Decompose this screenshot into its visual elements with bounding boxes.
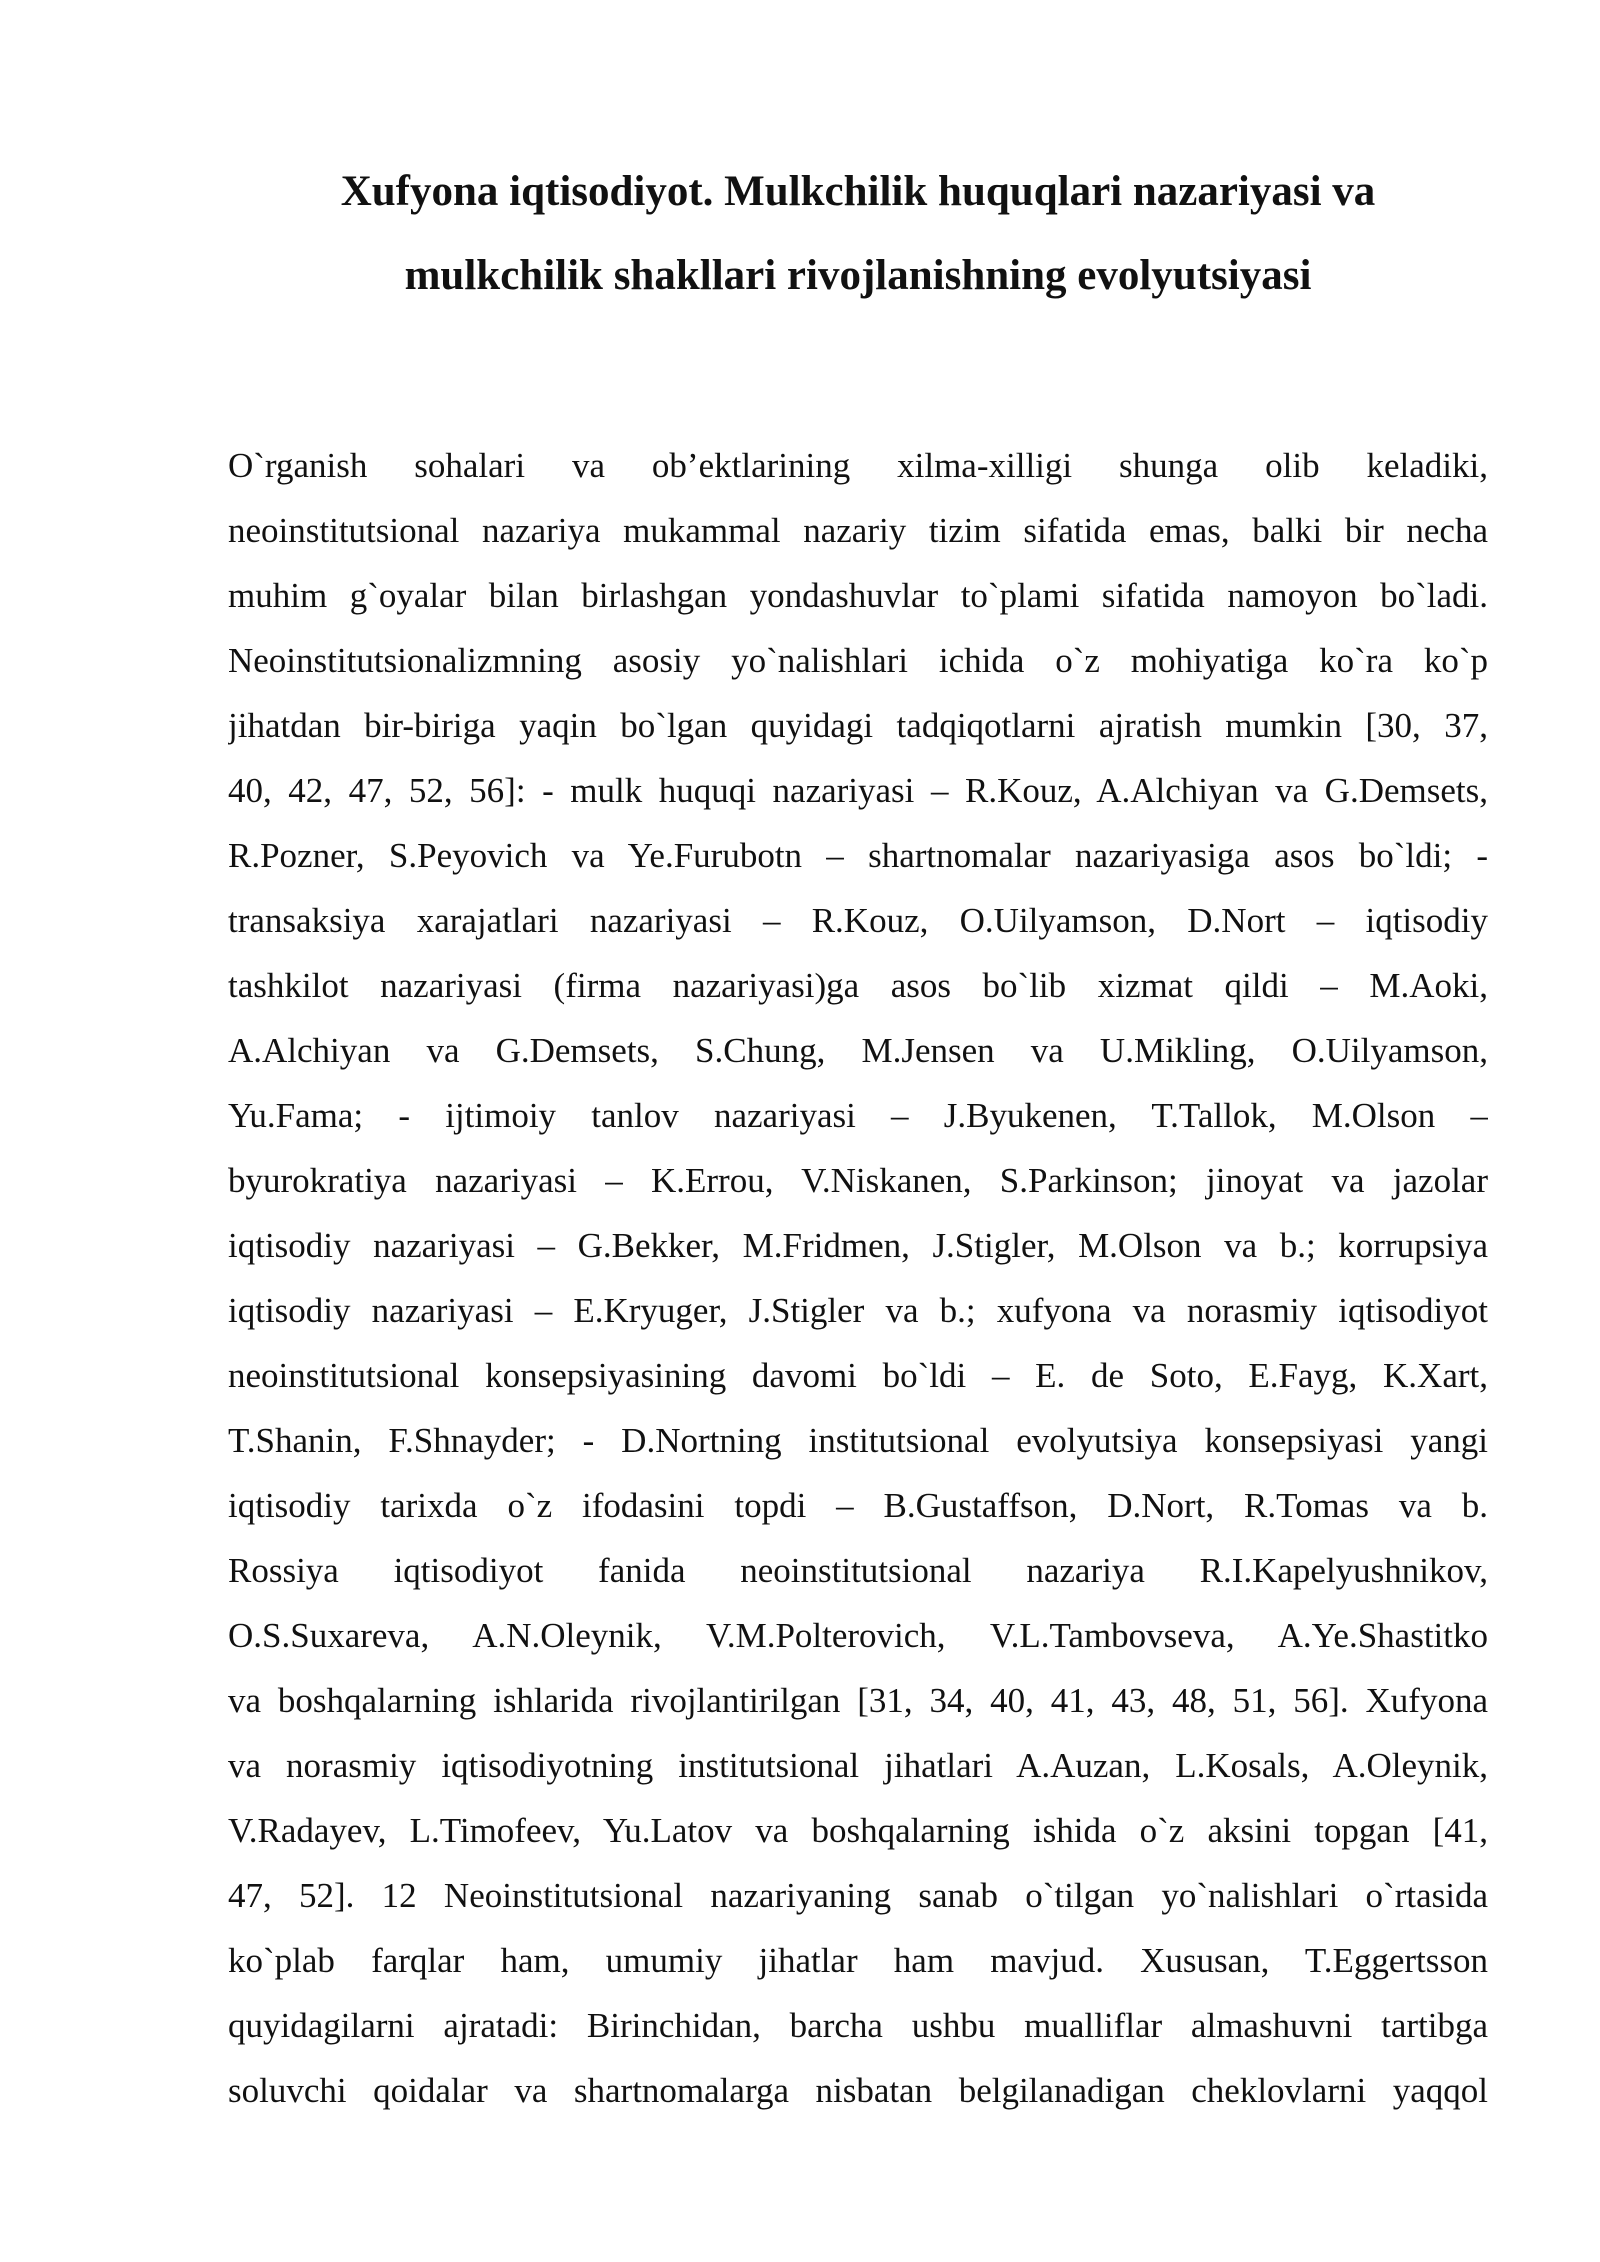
body-line: Neoinstitutsionalizmning asosiy yo`nalishlari ichida o`z mohiyatiga ko`ra ko`p — [228, 641, 1488, 680]
body-line: 40, 42, 47, 52, 56]: - mulk huquqi nazariyasi – R.Kouz, A.Alchiyan va G.Demsets, — [228, 771, 1488, 810]
body-line: Rossiya iqtisodiyot fanida neoinstitutsional nazariya R.I.Kapelyushnikov, — [228, 1551, 1488, 1590]
body-line: soluvchi qoidalar va shartnomalarga nisbatan belgilanadigan cheklovlarni yaqqol — [228, 2071, 1488, 2110]
body-line: T.Shanin, F.Shnayder; - D.Nortning institutsional evolyutsiya konsepsiyasi yangi — [228, 1421, 1488, 1460]
body-line: neoinstitutsional nazariya mukammal nazariy tizim sifatida emas, balki bir necha — [228, 511, 1488, 550]
body-line: va norasmiy iqtisodiyotning institutsional jihatlari A.Auzan, L.Kosals, A.Oleynik, — [228, 1746, 1488, 1785]
body-line: Yu.Fama; - ijtimoiy tanlov nazariyasi – J.Byukenen, T.Tallok, M.Olson – — [228, 1096, 1488, 1135]
document-title — [228, 150, 1488, 318]
body-line: tashkilot nazariyasi (firma nazariyasi)ga asos bo`lib xizmat qildi – M.Aoki, — [228, 966, 1488, 1005]
body-line: iqtisodiy nazariyasi – E.Kryuger, J.Stigler va b.; xufyona va norasmiy iqtisodiyot — [228, 1291, 1488, 1330]
body-line: transaksiya xarajatlari nazariyasi – R.Kouz, O.Uilyamson, D.Nort – iqtisodiy — [228, 901, 1488, 940]
body-line: V.Radayev, L.Timofeev, Yu.Latov va boshqalarning ishida o`z aksini topgan [41, — [228, 1811, 1488, 1850]
body-line: ko`plab farqlar ham, umumiy jihatlar ham mavjud. Xususan, T.Eggertsson — [228, 1941, 1488, 1980]
body-line: quyidagilarni ajratadi: Birinchidan, barcha ushbu mualliflar almashuvni tartibga — [228, 2006, 1488, 2045]
body-line: va boshqalarning ishlarida rivojlantirilgan [31, 34, 40, 41, 43, 48, 51, 56]. Xufyona — [228, 1681, 1488, 1720]
body-line: muhim g`oyalar bilan birlashgan yondashuvlar to`plami sifatida namoyon bo`ladi. — [228, 576, 1488, 615]
title-line-1: Xufyona iqtisodiyot. Mulkchilik huquqlari nazariyasi va — [340, 168, 1376, 215]
body-line: iqtisodiy nazariyasi – G.Bekker, M.Fridmen, J.Stigler, M.Olson va b.; korrupsiya — [228, 1226, 1488, 1265]
body-line: O`rganish sohalari va ob’ektlarining xilma-xilligi shunga olib keladiki, — [228, 446, 1488, 485]
body-line: jihatdan bir-biriga yaqin bo`lgan quyidagi tadqiqotlarni ajratish mumkin [30, 37, — [228, 706, 1488, 745]
body-line: iqtisodiy tarixda o`z ifodasini topdi – B.Gustaffson, D.Nort, R.Tomas va b. — [228, 1486, 1488, 1525]
body-line: neoinstitutsional konsepsiyasining davomi bo`ldi – E. de Soto, E.Fayg, K.Xart, — [228, 1356, 1488, 1395]
document-body — [228, 433, 1488, 2123]
title-line-2: mulkchilik shakllari rivojlanishning evolyutsiyasi — [404, 252, 1312, 299]
body-line: A.Alchiyan va G.Demsets, S.Chung, M.Jensen va U.Mikling, O.Uilyamson, — [228, 1031, 1488, 1070]
body-line: byurokratiya nazariyasi – K.Errou, V.Niskanen, S.Parkinson; jinoyat va jazolar — [228, 1161, 1488, 1200]
body-line: O.S.Suxareva, A.N.Oleynik, V.M.Polterovich, V.L.Tambovseva, A.Ye.Shastitko — [228, 1616, 1488, 1655]
body-line: R.Pozner, S.Peyovich va Ye.Furubotn – shartnomalar nazariyasiga asos bo`ldi; - — [228, 836, 1488, 875]
body-line: 47, 52]. 12 Neoinstitutsional nazariyaning sanab o`tilgan yo`nalishlari o`rtasida — [228, 1876, 1488, 1915]
